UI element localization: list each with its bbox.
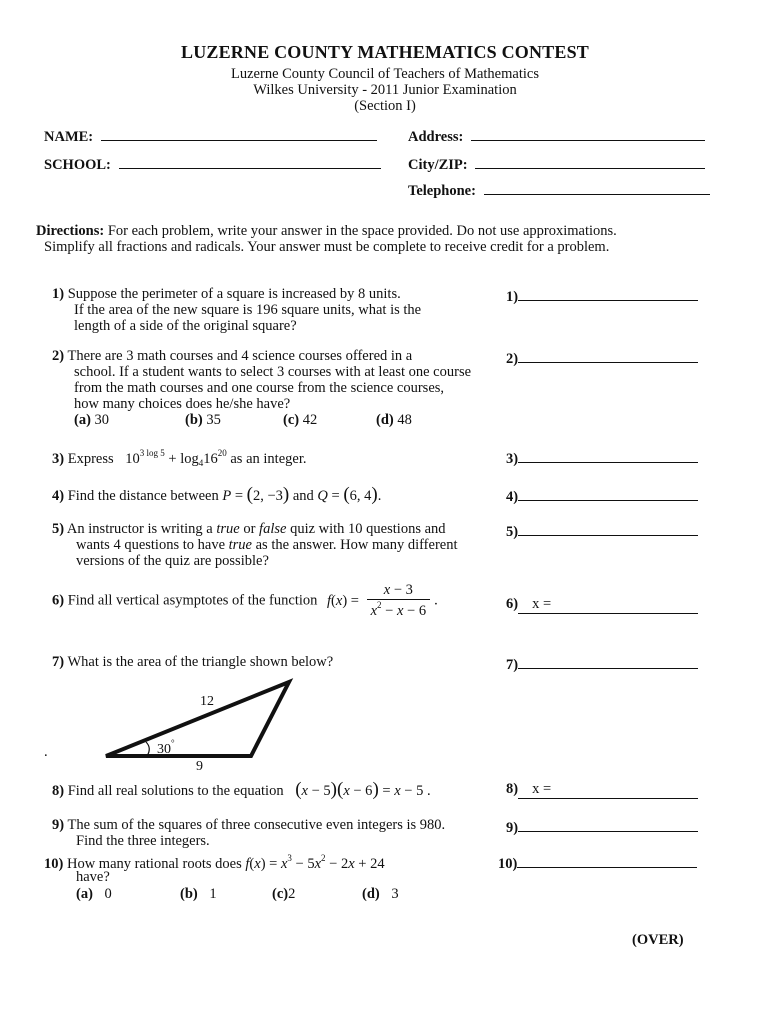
- question-text: or: [239, 521, 260, 537]
- choice-label: (c): [272, 886, 289, 902]
- question-text: There are 3 math courses and 4 science courses offered in a: [67, 348, 413, 364]
- question-text: length of a side of the original square?: [74, 318, 297, 334]
- cityzip-field[interactable]: [408, 154, 705, 174]
- answer-blank-3[interactable]: [506, 448, 698, 468]
- angle-label: 30°: [157, 738, 175, 757]
- triangle: [106, 682, 289, 756]
- question-text: If the area of the new square is 196 square units, what is the: [74, 302, 422, 318]
- answer-number: 9): [506, 820, 519, 836]
- question-number: 1): [52, 286, 65, 302]
- answer-blank-9[interactable]: [506, 817, 698, 837]
- answer-number: 3): [506, 451, 519, 467]
- choice-label: (a): [74, 412, 91, 428]
- question-number: 10): [44, 856, 64, 872]
- answer-variable: x =: [532, 596, 552, 612]
- cityzip-label: City/ZIP:: [408, 157, 468, 173]
- question-number: 9): [52, 817, 65, 833]
- math-expression: f(x) =: [327, 592, 359, 609]
- council-name: Luzerne County Council of Teachers of Mathematics: [231, 66, 539, 82]
- choice-c: [283, 412, 317, 429]
- answer-blank-8[interactable]: [506, 781, 698, 799]
- question-text: false: [259, 521, 287, 537]
- question-2: [52, 348, 412, 365]
- directions-line-1: [36, 223, 617, 240]
- answer-variable: x =: [532, 781, 552, 797]
- choice-a: [76, 886, 112, 903]
- choice-value: 1: [209, 886, 217, 902]
- question-text: The sum of the squares of three consecutive even integers is 980.: [67, 817, 446, 833]
- question-number: 8): [52, 783, 65, 799]
- telephone-field[interactable]: [408, 180, 710, 200]
- answer-line[interactable]: [518, 596, 698, 614]
- question-8: [52, 779, 431, 801]
- choice-c: [272, 886, 295, 903]
- school-label: SCHOOL:: [44, 157, 111, 173]
- name-label: NAME:: [44, 129, 94, 145]
- school-field[interactable]: [44, 154, 381, 174]
- question-text: from the math courses and one course from the science courses,: [74, 380, 445, 396]
- answer-number: 8): [506, 781, 519, 797]
- answer-number: 5): [506, 524, 519, 540]
- answer-line[interactable]: [518, 654, 698, 669]
- question-text: versions of the quiz are possible?: [76, 553, 269, 569]
- question-text: Find the distance between: [67, 488, 219, 504]
- question-number: 2): [52, 348, 65, 364]
- question-number: 4): [52, 488, 65, 504]
- question-6: 6) Find all vertical asymptotes of the function f(x) = $\frac{x - 3}{x^2 - x - 6}$ .: [52, 582, 438, 619]
- answer-blank-5[interactable]: [506, 521, 698, 541]
- answer-blank-4[interactable]: [506, 486, 698, 506]
- answer-line[interactable]: [518, 448, 698, 463]
- question-number: 6): [52, 592, 65, 609]
- name-field[interactable]: [44, 126, 377, 146]
- answer-blank-7[interactable]: [506, 654, 698, 674]
- answer-number: 7): [506, 657, 519, 673]
- choice-label: (c): [283, 412, 300, 428]
- answer-line[interactable]: [518, 286, 698, 301]
- choice-label: (b): [185, 412, 203, 428]
- question-text: An instructor is writing a: [66, 521, 217, 537]
- question-9: [52, 817, 445, 834]
- cityzip-line[interactable]: [475, 154, 705, 169]
- question-number: 7): [52, 654, 65, 670]
- choice-label: (b): [180, 886, 198, 902]
- question-text: have?: [76, 869, 110, 885]
- answer-line[interactable]: [518, 817, 698, 832]
- answer-number: 4): [506, 489, 519, 505]
- choice-value: 0: [104, 886, 112, 902]
- question-text: Find all vertical asymptotes of the function: [67, 592, 318, 609]
- address-field[interactable]: [408, 126, 705, 146]
- school-line[interactable]: [119, 154, 381, 169]
- question-7: [52, 654, 333, 671]
- exam-name: Wilkes University - 2011 Junior Examination: [253, 82, 517, 98]
- address-line[interactable]: [471, 126, 705, 141]
- angle-value: 30: [157, 742, 171, 757]
- address-label: Address:: [408, 129, 464, 145]
- question-text: true: [228, 537, 252, 553]
- answer-line[interactable]: [518, 486, 698, 501]
- math-expression: (x − 5)(x − 6) = x − 5 .: [295, 779, 431, 800]
- answer-blank-2[interactable]: [506, 348, 698, 368]
- choice-value: 2: [288, 886, 296, 902]
- choice-b: [180, 886, 217, 903]
- question-3: [52, 448, 306, 468]
- answer-line[interactable]: [517, 853, 697, 868]
- math-expression: $10^{3 log 5} + \log_416^{20}$: [125, 448, 227, 468]
- question-text: quiz with 10 questions and: [286, 521, 446, 537]
- choice-value: 35: [206, 412, 221, 428]
- answer-number: 2): [506, 351, 519, 367]
- choice-label: (a): [76, 886, 93, 902]
- answer-blank-10[interactable]: [498, 853, 697, 873]
- side-label-12: 12: [200, 694, 214, 709]
- question-text: Suppose the perimeter of a square is increased by 8 units.: [67, 286, 401, 302]
- choice-a: [74, 412, 109, 429]
- question-text: [76, 537, 458, 554]
- question-number: 3): [52, 451, 65, 467]
- name-line[interactable]: [101, 126, 377, 141]
- contest-title: LUZERNE COUNTY MATHEMATICS CONTEST: [180, 42, 590, 62]
- section-label: (Section I): [354, 98, 416, 114]
- question-text: how many choices does he/she have?: [74, 396, 291, 412]
- question-5: [52, 521, 446, 538]
- question-text: true: [216, 521, 240, 537]
- answer-line[interactable]: [518, 348, 698, 363]
- answer-line[interactable]: [518, 521, 698, 536]
- question-text: Express: [67, 451, 114, 467]
- question-text: Find all real solutions to the equation: [67, 783, 284, 799]
- math-expression: $f(x) = x^3 - 5x^2 - 2x + 24$: [245, 853, 385, 872]
- question-text: as an integer.: [230, 451, 307, 467]
- math-expression: P = (2, −3) and Q = (6, 4).: [222, 484, 382, 505]
- choice-value: 3: [391, 886, 399, 902]
- stray-mark: .: [44, 744, 48, 760]
- angle-arc: [146, 742, 149, 756]
- answer-number: 6): [506, 596, 519, 612]
- question-text: school. If a student wants to select 3 courses with at least one course: [74, 364, 472, 380]
- answer-number: 1): [506, 289, 519, 305]
- telephone-label: Telephone:: [408, 183, 476, 199]
- side-label-9: 9: [196, 759, 203, 774]
- choice-value: 48: [397, 412, 412, 428]
- over-label: (OVER): [632, 932, 684, 948]
- question-4: [52, 484, 381, 506]
- fraction: $\frac{x - 3}{x^2 - x - 6}$: [367, 582, 431, 620]
- telephone-line[interactable]: [484, 180, 710, 195]
- choice-label: (d): [376, 412, 394, 428]
- answer-number: 10): [498, 856, 518, 872]
- question-number: 5): [52, 521, 65, 537]
- directions-text-1: For each problem, write your answer in the space provided. Do not use approximations.: [107, 223, 617, 239]
- question-1: [52, 286, 401, 303]
- choice-b: [185, 412, 221, 429]
- question-text: What is the area of the triangle shown below?: [67, 654, 334, 670]
- answer-blank-1[interactable]: [506, 286, 698, 306]
- question-text: wants 4 questions to have: [76, 537, 229, 553]
- directions-label: Directions:: [36, 223, 105, 239]
- question-text: as the answer. How many different: [252, 537, 458, 553]
- choice-d: [376, 412, 412, 429]
- directions-text-2: Simplify all fractions and radicals. Your answer must be complete to receive credit for a problem.: [44, 239, 610, 255]
- question-text: Find the three integers.: [76, 833, 210, 849]
- choice-d: [362, 886, 399, 903]
- question-text: How many rational roots does: [66, 856, 242, 872]
- choice-label: (d): [362, 886, 380, 902]
- choice-value: 30: [94, 412, 110, 428]
- answer-blank-6[interactable]: [506, 596, 698, 614]
- answer-line[interactable]: [518, 781, 698, 799]
- choice-value: 42: [302, 412, 318, 428]
